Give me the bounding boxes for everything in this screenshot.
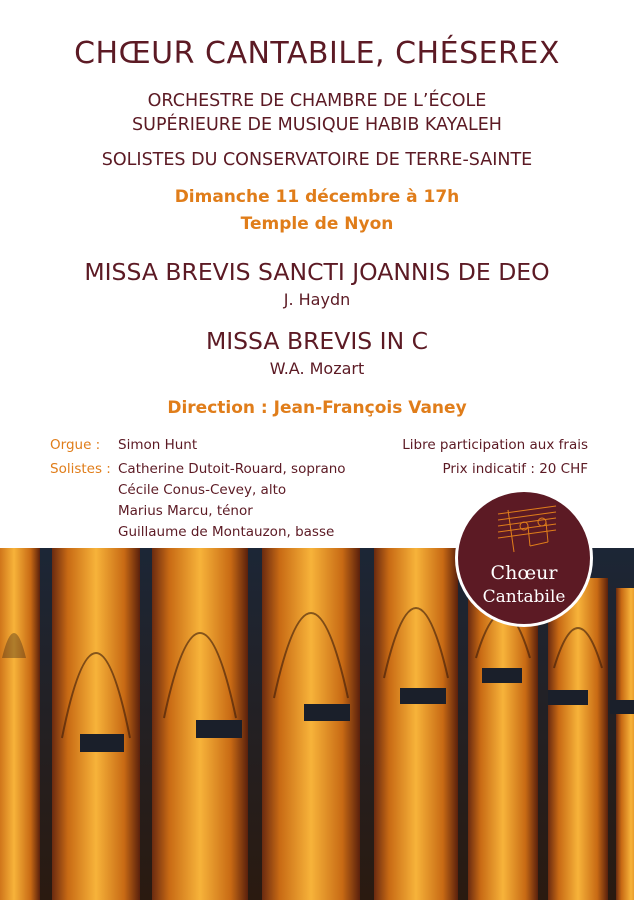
music-notes-icon (458, 492, 590, 562)
logo-line-1: Chœur (490, 562, 558, 584)
conductor-line: Direction : Jean-François Vaney (167, 398, 467, 418)
soloist-soprano: Catherine Dutoit-Rouard, soprano (118, 461, 346, 477)
suggested-price: Prix indicatif : 20 CHF (442, 461, 588, 477)
event-venue: Temple de Nyon (240, 214, 394, 234)
composer-2: W.A. Mozart (269, 359, 365, 378)
organ-label: Orgue : (50, 437, 101, 453)
soloists-label: Solistes : (50, 461, 111, 477)
composer-1: J. Haydn (283, 290, 351, 309)
orchestra-line-1: ORCHESTRE DE CHAMBRE DE L’ÉCOLE (147, 91, 487, 111)
logo-line-2: Cantabile (482, 587, 566, 607)
event-date: Dimanche 11 décembre à 17h (174, 187, 460, 207)
page-title: CHŒUR CANTABILE, CHÉSEREX (74, 36, 560, 71)
soloist-alto: Cécile Conus-Cevey, alto (118, 482, 287, 498)
soloist-tenor: Marius Marcu, ténor (118, 503, 253, 519)
organist-name: Simon Hunt (118, 437, 198, 453)
orchestra-line-2: SUPÉRIEURE DE MUSIQUE HABIB KAYALEH (132, 115, 502, 135)
soloists-conservatory-line: SOLISTES DU CONSERVATOIRE DE TERRE-SAINTE (101, 150, 533, 170)
work-title-1: MISSA BREVIS SANCTI JOANNIS DE DEO (84, 258, 550, 286)
choir-logo (458, 492, 590, 624)
work-title-2: MISSA BREVIS IN C (205, 327, 429, 355)
soloist-bass: Guillaume de Montauzon, basse (118, 524, 335, 540)
admission-note: Libre participation aux frais (402, 437, 588, 453)
